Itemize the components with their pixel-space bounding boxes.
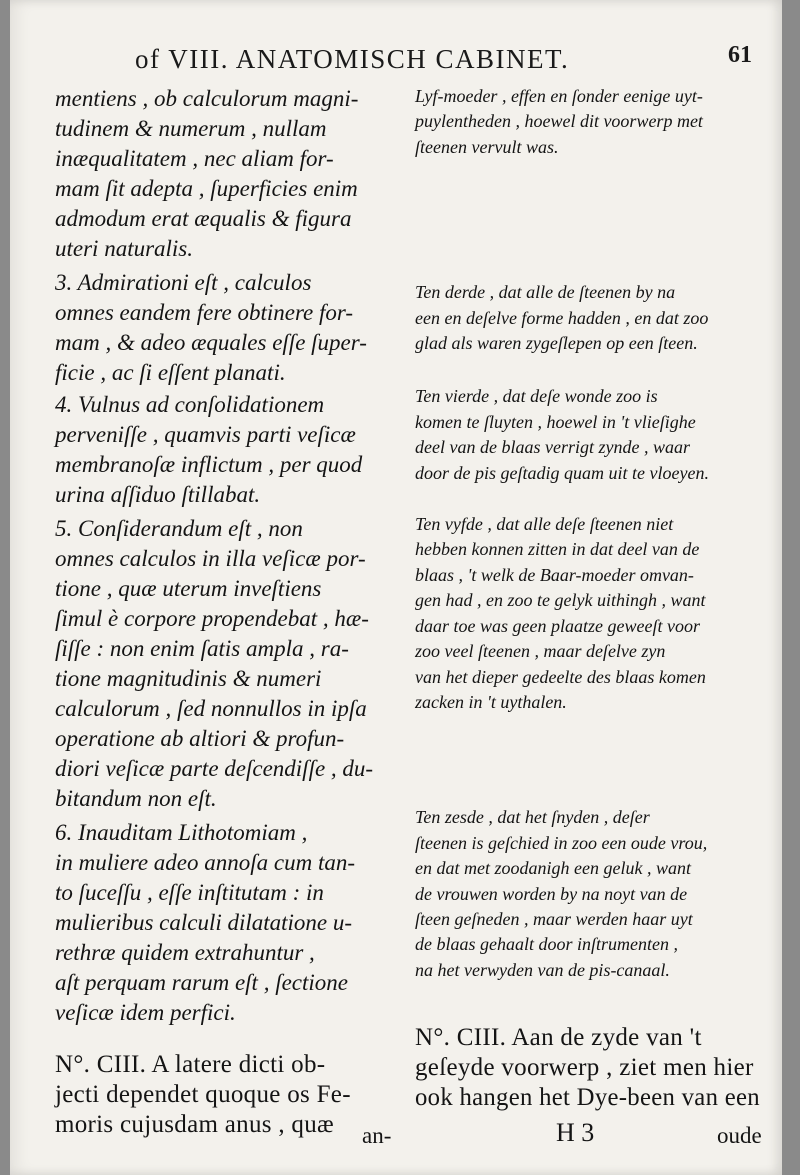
text-line: en dat met zoodanigh een geluk , want	[415, 858, 691, 879]
text-line: gen had , en zoo te gelyk uithingh , want	[415, 590, 706, 611]
text-line: zacken in 't uythalen.	[415, 691, 567, 712]
text-line: tione , quæ uterum inveſtiens	[55, 576, 322, 601]
dutch-paragraph	[415, 1023, 760, 1113]
text-line: glad als waren zygeſlepen op een ſteen.	[415, 333, 698, 354]
text-line: diori veſicæ parte deſcendiſſe , du-	[55, 756, 374, 781]
text-line: admodum erat æqualis & figura	[55, 206, 352, 231]
text-line: de vrouwen worden by na noyt van de	[415, 883, 688, 904]
text-line: moris cujusdam anus , quæ	[55, 1111, 335, 1138]
text-line: ſteenen is geſchied in zoo een oude vrou,	[415, 832, 708, 853]
text-line: ſiſſe : non enim ſatis ampla , ra-	[55, 636, 349, 661]
text-line: urina aſſiduo ſtillabat.	[55, 482, 261, 507]
catchword-left: an-	[362, 1123, 392, 1148]
text-line: veſicæ idem perfici.	[55, 1000, 236, 1025]
dutch-paragraph	[415, 280, 760, 356]
text-line: 5. Conſiderandum eſt , non	[55, 516, 303, 541]
text-line: ſimul è corpore propendebat , hæ-	[55, 606, 369, 631]
text-line: N°. CIII. A latere dicti ob-	[55, 1051, 326, 1078]
text-line: perveniſſe , quamvis parti veſicæ	[55, 422, 356, 447]
text-line: puylentheden , hoewel dit voorwerp met	[415, 111, 703, 132]
running-head: of VIII. ANATOMISCH CABINET.	[135, 44, 570, 74]
text-line: uteri naturalis.	[55, 236, 194, 261]
text-line: calculorum , ſed nonnullos in ipſa	[55, 696, 367, 721]
text-line: inæqualitatem , nec aliam for-	[55, 146, 334, 171]
text-line: aſt perquam rarum eſt , ſectione	[55, 970, 348, 995]
latin-paragraph	[55, 390, 390, 510]
signature-mark: H 3	[556, 1118, 595, 1147]
text-line: mentiens , ob calculorum magni-	[55, 86, 359, 111]
text-line: mulieribus calculi dilatatione u-	[55, 910, 353, 935]
catchword-right: oude	[717, 1123, 762, 1148]
latin-paragraph	[55, 818, 390, 1028]
text-line: 4. Vulnus ad conſolidationem	[55, 392, 325, 417]
text-line: Ten vyfde , dat alle deſe ſteenen niet	[415, 514, 674, 535]
page-number: 61	[728, 42, 752, 68]
text-line: mam ſit adepta , ſuperficies enim	[55, 176, 358, 201]
text-line: rethræ quidem extrahuntur ,	[55, 940, 315, 965]
text-line: ficie , ac ſi eſſent planati.	[55, 360, 286, 385]
text-line: in muliere adeo annoſa cum tan-	[55, 850, 356, 875]
book-page	[10, 0, 782, 1175]
text-line: geſeyde voorwerp , ziet men hier	[415, 1054, 754, 1082]
text-line: Lyf-moeder , effen en ſonder eenige uyt-	[415, 86, 703, 106]
dutch-paragraph	[415, 512, 760, 715]
latin-paragraph	[55, 84, 390, 264]
text-line: omnes calculos in illa veſicæ por-	[55, 546, 366, 571]
text-line: blaas , 't welk de Baar-moeder omvan-	[415, 564, 694, 585]
text-line: omnes eandem fere obtinere for-	[55, 300, 354, 325]
text-line: van het dieper gedeelte des blaas komen	[415, 666, 706, 687]
text-line: Ten zesde , dat het ſnyden , deſer	[415, 807, 650, 828]
text-line: zoo veel ſteenen , maar deſelve zyn	[415, 641, 666, 662]
text-line: tione magnitudinis & numeri	[55, 666, 322, 691]
text-line: to ſuceſſu , eſſe inſtitutam : in	[55, 880, 324, 905]
text-line: de blaas gehaalt door inſtrumenten ,	[415, 934, 678, 955]
text-line: mam , & adeo æquales eſſe ſuper-	[55, 330, 367, 355]
text-line: komen te ſluyten , hoewel in 't vlieſighe	[415, 411, 696, 432]
text-line: jecti dependet quoque os Fe-	[55, 1081, 351, 1108]
dutch-paragraph	[415, 384, 760, 486]
text-line: bitandum non eſt.	[55, 786, 217, 811]
latin-paragraph	[55, 514, 390, 814]
text-line: N°. CIII. Aan de zyde van 't	[415, 1024, 702, 1052]
latin-paragraph	[55, 1050, 390, 1140]
dutch-paragraph	[415, 84, 760, 160]
text-line: door de pis geſtadig quam uit te vloeyen.	[415, 462, 709, 483]
text-line: Ten vierde , dat deſe wonde zoo is	[415, 386, 658, 407]
text-line: 3. Admirationi eſt , calculos	[55, 270, 312, 295]
text-line: ook hangen het Dye-been van een	[415, 1084, 760, 1112]
text-line: membranoſæ inflictum , per quod	[55, 452, 363, 477]
latin-column	[55, 84, 390, 1140]
text-line: operatione ab altiori & profun-	[55, 726, 345, 751]
text-line: daar toe was geen plaatze geweeſt voor	[415, 615, 700, 636]
text-line: na het verwyden van de pis-canaal.	[415, 959, 670, 980]
text-line: Ten derde , dat alle de ſteenen by na	[415, 282, 676, 303]
text-line: 6. Inauditam Lithotomiam ,	[55, 820, 308, 845]
dutch-column	[415, 84, 760, 1113]
text-line: ſteenen vervult was.	[415, 136, 559, 157]
dutch-paragraph	[415, 805, 760, 983]
text-line: ſteen geſneden , maar werden haar uyt	[415, 908, 693, 929]
text-line: een en deſelve forme hadden , en dat zoo	[415, 307, 709, 328]
text-line: deel van de blaas verrigt zynde , waar	[415, 437, 690, 458]
latin-paragraph	[55, 268, 390, 388]
text-line: tudinem & numerum , nullam	[55, 116, 327, 141]
text-line: hebben konnen zitten in dat deel van de	[415, 539, 700, 560]
